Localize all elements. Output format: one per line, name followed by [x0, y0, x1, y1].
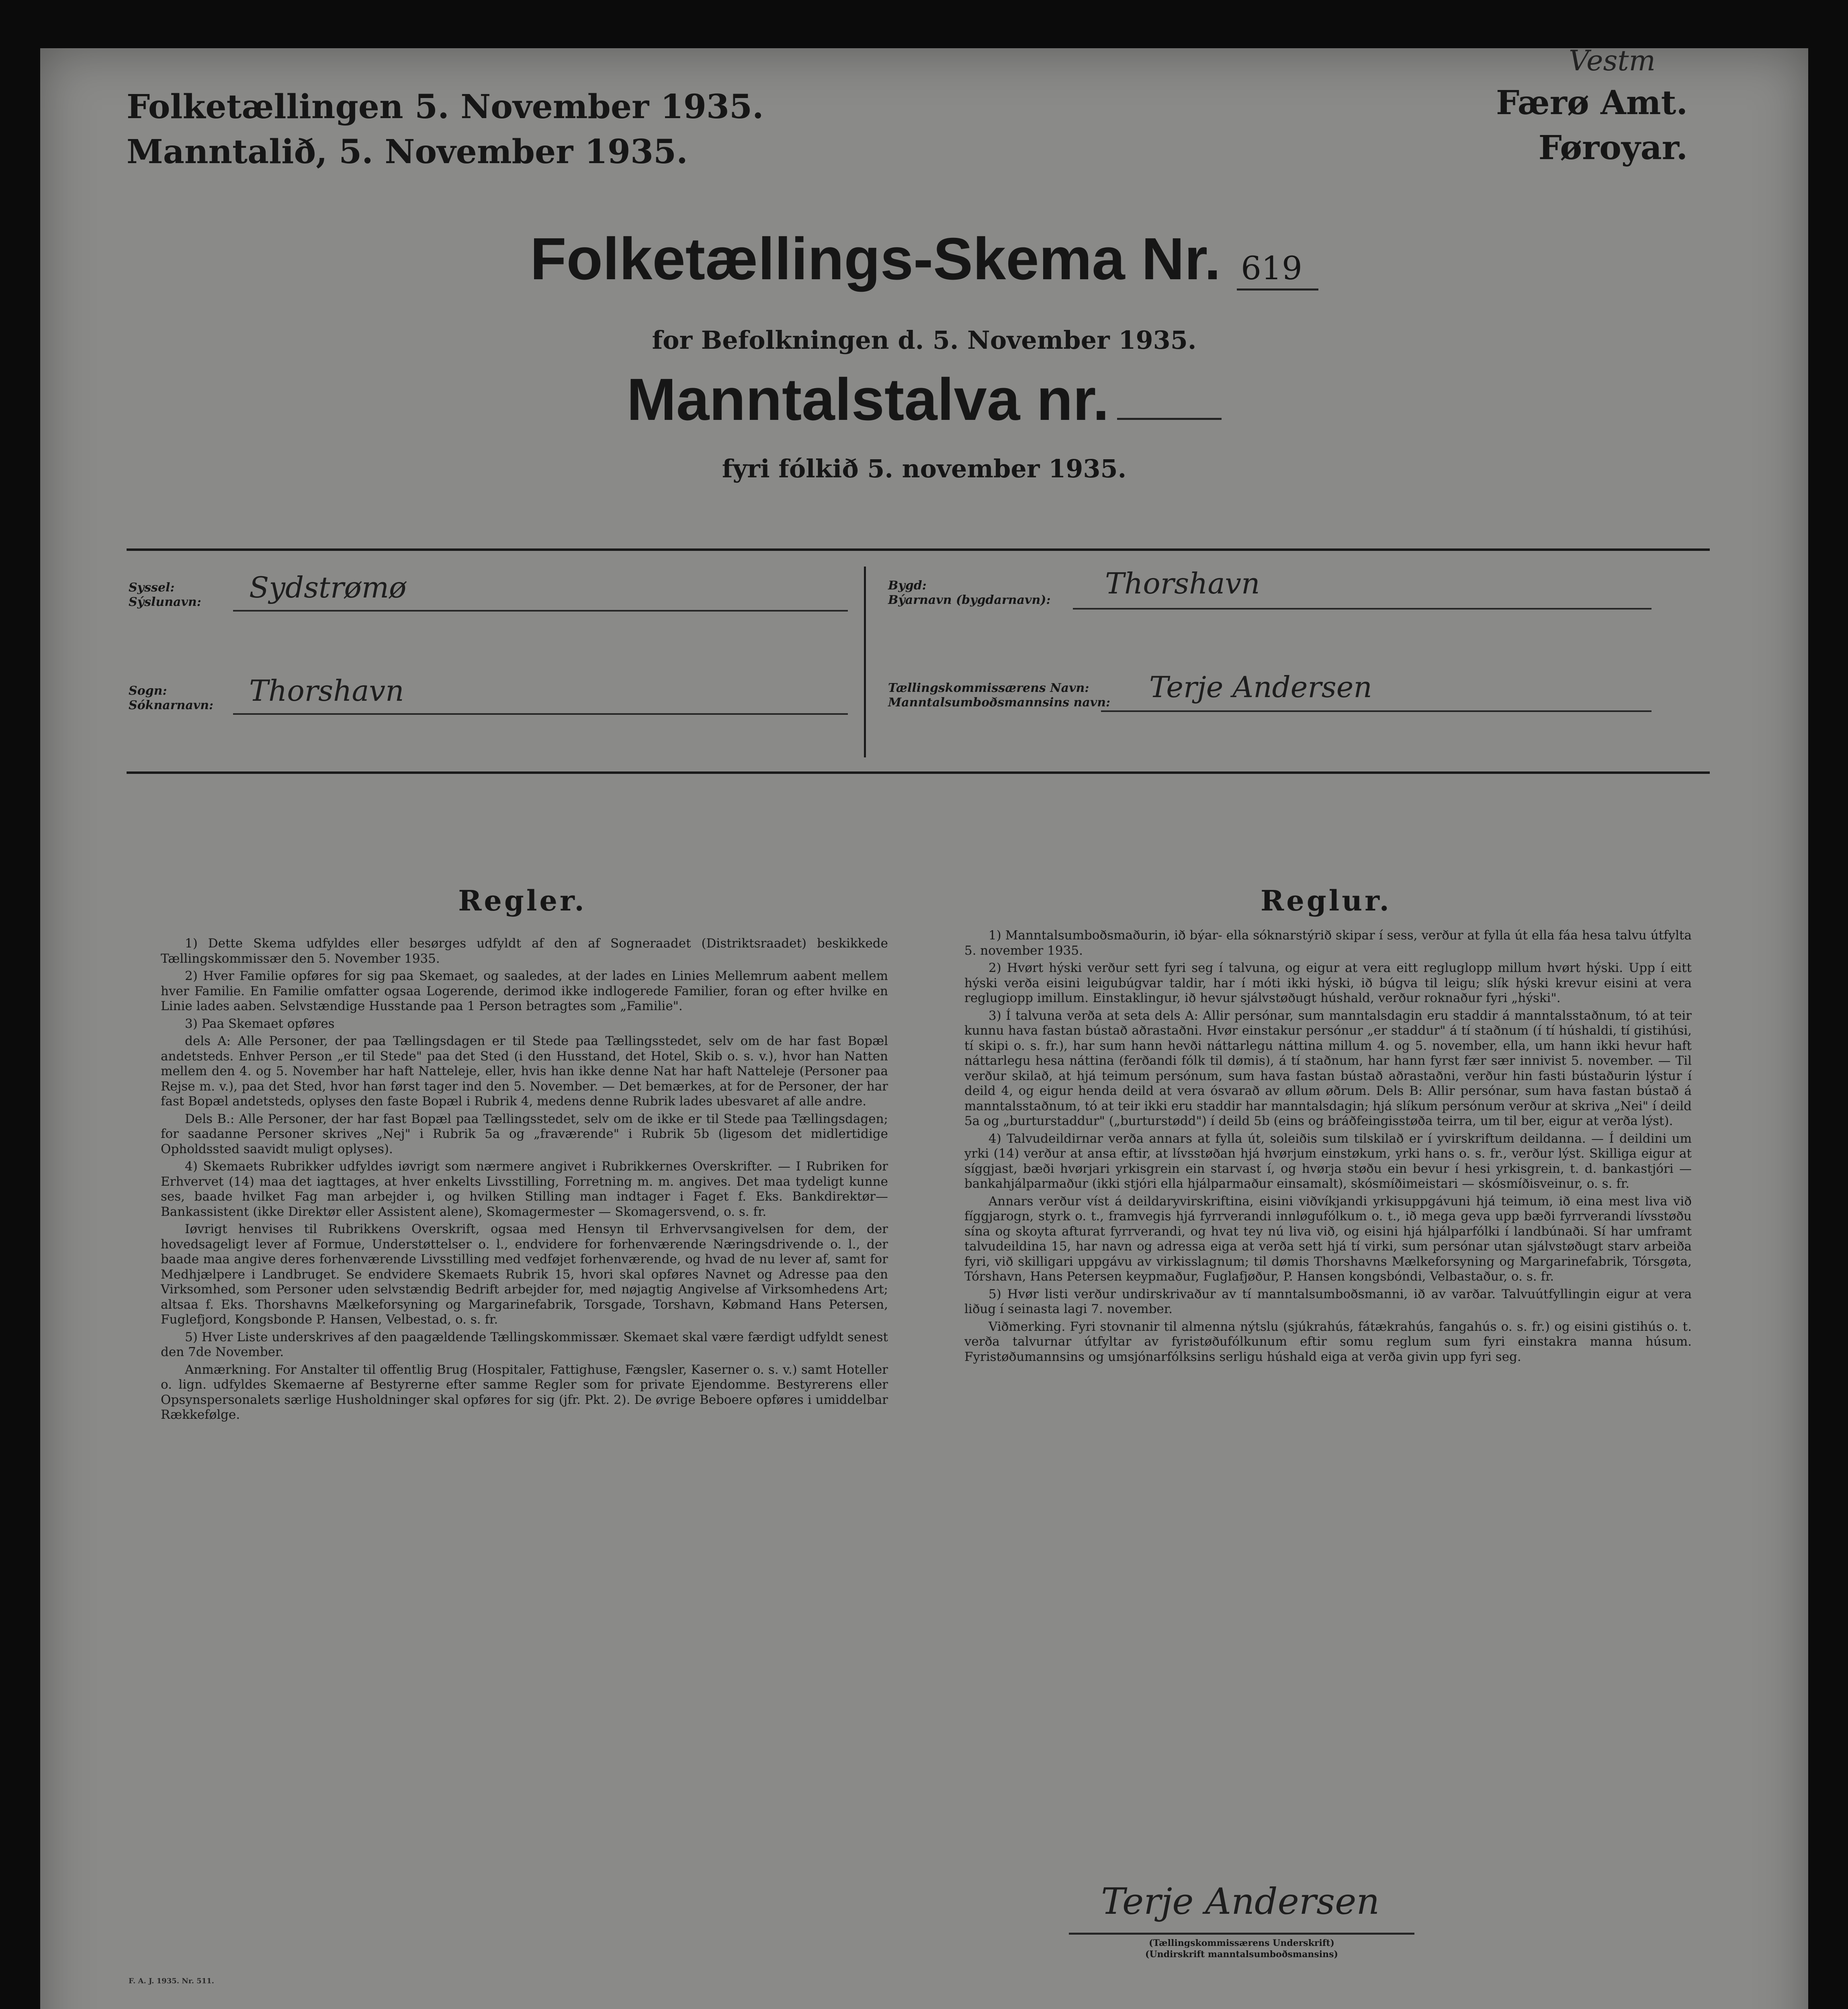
reglur-paragraph: 4) Talvudeildirnar verða annars at fylla út, soleiðis sum tilskilað er í yvirskriftum deildanna. — Í deildini um yrki (14) verður at ansa eftir, at lívsstøðan hjá hvørjum einstøkum, yrki hans o. s. fr., verður lýst. Skilliga eigur at síggjast, bæði hvørjari yrkisgrein ein starvast í, og hvørja støðu ein bevur í hesi yrkisgrein, t. d. bankastjóri — bankahjálparmaður (ikki stjóri ella hjálparmaður einsamalt), skósmíðimeistari — skósmíðisveinur, o. s. fr.	[964, 1131, 1692, 1191]
regler-paragraph: 5) Hver Liste underskrives af den paagældende Tællingskommissær. Skemaet skal være færdigt udfyldt senest den 7de November.	[161, 1330, 888, 1359]
reglur-paragraph: 2) Hvørt hýski verður sett fyri seg í talvuna, og eigur at vera eitt regluglopp millum hvørt hýski. Upp í eitt hýski verða eisini leigubúgvar taldir, har í móti ikki hýski, ið búgva til leigu; slík hýski krevur eisini at vera reglugiopp imillum. Einstaklingur, ið hevur sjálvstøðugt húshald, verður roknaður fyri „hýski".	[964, 961, 1692, 1005]
regler-paragraph: 4) Skemaets Rubrikker udfyldes iøvrigt som nærmere angivet i Rubrikkernes Overskrifter. — I Rubriken for Erhvervet (14) maa det iagttages, at hver enkelts Livsstilling, Forretning m. m. angives. Det maa tydeligt kunne ses, baade hvilket Fag man arbejder i, og hvilken Stilling man indtager i Faget f. Eks. Bankdirektør—Bankassistent (ikke Direktør eller Assistent alene), Skomagermester — Skomagersvend, o. s. fr.	[161, 1159, 888, 1219]
sogn-label-faroese: Sóknarnavn:	[129, 698, 214, 712]
reglur-paragraph: Annars verður víst á deildaryvirskriftina, eisini viðvíkjandi yrkisuppgávuni hjá teimum, ið eina mest liva við fíggjarogn, styrk o. t., framvegis hjá fyrrverandi innløgufólkum o. t., ið mega geva upp bæði fyrrverandi lívsstøðu sína og skoyta afturat fyrrverandi, og hvat tey nú liva við, og eisini hjá hjálparfólki í landbúnaði. Sí har umframt talvudeildina 15, har navn og adressa eiga at verða sett hjá tí virki, sum persónar utan sjálvstøðugt starv arbeiða fyri, við skilligari uppgávu av virkisslagnum; til dømis Thorshavns Mælkeforsyning og Margarinefabrik, Tórsgøta, Tórshavn, Hans Petersen keypmaður, Fuglafjøður, P. Hansen kongsbóndi, Velbastaður, o. s. fr.	[964, 1194, 1692, 1284]
bygd-label	[888, 579, 1051, 608]
kommissaer-line	[1101, 710, 1652, 712]
field-divider	[864, 567, 866, 757]
signature-line	[1069, 1933, 1414, 1935]
census-form-sheet	[40, 48, 1808, 2009]
regler-paragraph: 3) Paa Skemaet opføres	[185, 1016, 335, 1031]
kommissaer-label	[888, 681, 1110, 710]
form-subtitle-faroese: fyri fólkið 5. november 1935.	[722, 454, 1127, 483]
form-title-faroese	[40, 366, 1808, 434]
reglur-paragraph: 5) Hvør listi verður undirskrivaður av tí manntalsumboðsmanni, ið av varðar. Talvuútfyllingin eigur at vera liðug í seinasta lagi 7. november.	[964, 1287, 1692, 1316]
sogn-line	[233, 713, 848, 715]
reglur-paragraph: 3) Í talvuna verða at seta dels A: Allir persónar, sum manntalsdagin eru staddir á manntalsstaðnum, tó at teir kunnu hava fastan bústað aðrastaðni. Hvør einstakur persónur „er staddur" á tí staðnum (í tí húshaldi, tí gistihúsi, tí skipi o. s. fr.), har sum hann hevði náttarlegu náttina millum 4. og 5. november, ella, um hann ikki hevur haft náttarlegu hesa náttina (ferðandi fólk til dømis), á tí staðnum, har hann fyrst fær sær innivist 5. november. — Til verður skilað, at hjá teimum persónum, sum hava fastan bústað aðrastaðni, verður hin fasti bústaðurin lýstur í deild 4, og eigur henda deild at vera ósvarað av øllum øðrum. Dels B: Allir persónar, sum hava fastan bústað á manntalsstaðnum, tó at teir ikki eru staddir har manntalsdagin; hjá slíkum persónum verður at skriva „Nei" í deild 5a og „burturstaddur" („burturstødd") í deild 5b (eins og bráðfeingisstøða teirra, um til ber, eigur at verða lýst).	[964, 1008, 1692, 1128]
form-number: 619	[1237, 250, 1318, 291]
regler-text	[161, 936, 888, 1425]
syssel-line	[233, 610, 848, 612]
syssel-label	[129, 581, 201, 610]
syssel-label-faroese: Sýslunavn:	[129, 595, 201, 609]
syssel-label-danish: Syssel:	[129, 581, 175, 595]
signature: Terje Andersen	[1101, 1880, 1380, 1923]
bygd-label-danish: Bygd:	[888, 579, 927, 593]
signature-caption-faroese: (Undirskrift manntalsumboðsmansins)	[1145, 1949, 1338, 1960]
signature-caption-danish: (Tællingskommissærens Underskrift)	[1149, 1938, 1334, 1948]
header-left	[127, 84, 764, 174]
reglur-paragraph: Viðmerking. Fyri stovnanir til almenna nýtslu (sjúkrahús, fátækrahús, fangahús o. s. fr.) og eisini gistihús o. t. verða talvurnar útfyltar av fyristøðufólkunum eftir somu reglum sum fyri einstakra manna húsum. Fyristøðumannsins og umsjónarfólksins serligu húshald eiga at verða givin upp fyri seg.	[964, 1319, 1692, 1364]
form-title-text: Folketællings-Skema Nr.	[530, 226, 1221, 292]
regler-title: Regler.	[458, 884, 587, 917]
reglur-paragraph: 1) Manntalsumboðsmaðurin, ið býar- ella sóknarstýrið skipar í sess, verður at fylla út ella fáa hesa talvu útfylta 5. november 1935.	[964, 928, 1692, 958]
regler-paragraph: Anmærkning. For Anstalter til offentlig Brug (Hospitaler, Fattighuse, Fængsler, Kaserner o. s. v.) samt Hoteller o. lign. udfyldes Skemaerne af Bestyrerne efter samme Regler som for private Ejendomme. Bestyrerens eller Opsynspersonalets særlige Husholdninger skal opføres for sig (jfr. Pkt. 2). De øvrige Beboere opføres i umiddelbar Rækkefølge.	[161, 1362, 888, 1422]
regler-paragraph: 1) Dette Skema udfyldes eller besørges udfyldt af den af Sogneraadet (Distriktsraadet) beskikkede Tællingskommissær den 5. November 1935.	[161, 936, 888, 966]
form-title	[40, 225, 1808, 293]
form-number-blank	[1117, 418, 1222, 420]
kommissaer-value: Terje Andersen	[1149, 670, 1372, 704]
header-right-line1: Færø Amt.	[1496, 84, 1688, 122]
bygd-line	[1073, 608, 1652, 610]
header-left-line2: Manntalið, 5. November 1935.	[127, 133, 688, 171]
header-right	[1496, 80, 1688, 170]
bottom-rule	[127, 771, 1710, 774]
kommissaer-label-faroese: Manntalsumboðsmannsins navn:	[888, 696, 1111, 710]
syssel-value: Sydstrømø	[249, 571, 407, 604]
bygd-label-faroese: Býarnavn (bygdarnavn):	[888, 593, 1051, 607]
signature-caption	[1069, 1937, 1414, 1960]
kommissaer-label-danish: Tællingskommissærens Navn:	[888, 681, 1089, 695]
regler-paragraph: Dels B.: Alle Personer, der har fast Bopæl paa Tællingsstedet, selv om de ikke er til Stede paa Tællingsdagen; for saadanne Personer skrives „Nej" i Rubrik 5a og „fraværende" i Rubrik 5b (ligesom det midlertidige Opholdssted saavidt muligt oplyses).	[161, 1111, 888, 1156]
regler-paragraph: Iøvrigt henvises til Rubrikkens Overskrift, ogsaa med Hensyn til Erhvervsangivelsen for dem, der hovedsageligt lever af Formue, Understøttelser o. l., endvidere for forhenværende Næringsdrivende o. l., der baade maa angive deres forhenværende Livsstilling med vedføjet forhenværende, og hvad de nu lever af, samt for Medhjælpere i Landbruget. Se endvidere Skemaets Rubrik 15, hvori skal opføres Navnet og Adresse paa den Virksomhed, som Personer uden selvstændig Bedrift arbejder for, med nøjagtig Angivelse af Virksomhedens Art; altsaa f. Eks. Thorshavns Mælkeforsyning og Margarinefabrik, Torsgade, Torshavn, Købmand Hans Petersen, Fuglefjord, Kongsbonde P. Hansen, Velbestad, o. s. fr.	[161, 1222, 888, 1327]
sogn-value: Thorshavn	[249, 674, 404, 708]
reglur-text	[964, 928, 1692, 1367]
form-subtitle: for Befolkningen d. 5. November 1935.	[652, 325, 1197, 355]
header-right-line2: Føroyar.	[1538, 129, 1688, 167]
header-left-line1: Folketællingen 5. November 1935.	[127, 88, 764, 126]
form-title-faroese-text: Manntalstalva nr.	[626, 366, 1109, 433]
reglur-title: Reglur.	[1261, 884, 1392, 917]
bygd-value: Thorshavn	[1105, 567, 1260, 600]
sogn-label-danish: Sogn:	[129, 684, 167, 698]
print-mark: F. A. J. 1935. Nr. 511.	[129, 1977, 214, 1985]
top-rule	[127, 548, 1710, 551]
regler-paragraph: dels A: Alle Personer, der paa Tællingsdagen er til Stede paa Tællingsstedet, selv om de har fast Bopæl andetsteds. Enhver Person „er til Stede" paa det Sted (i den Husstand, det Hotel, Skib o. s. v.), hvor han Natten mellem den 4. og 5. November har haft Natteleje, eller, hvis han ikke denne Nat har haft Natteleje (Personer paa Rejse m. v.), paa det Sted, hvor han først tager ind den 5. November. — Det bemærkes, at for de Personer, der har fast Bopæl andetsteds, oplyses den faste Bopæl i Rubrik 4, medens denne Rubrik lades ubesvaret af alle andre.	[161, 1034, 888, 1109]
sogn-label	[129, 684, 213, 713]
regler-paragraph: 2) Hver Familie opføres for sig paa Skemaet, og saaledes, at der lades en Linies Mellemrum aabent mellem hver Familie. En Familie omfatter ogsaa Logerende, derimod ikke indlogerede Familier, foran og efter hvilke en Linie lades aaben. Selvstændige Husstande paa 1 Person betragtes som „Familie".	[161, 969, 888, 1013]
handwritten-annotation: Vestm	[1569, 48, 1656, 77]
